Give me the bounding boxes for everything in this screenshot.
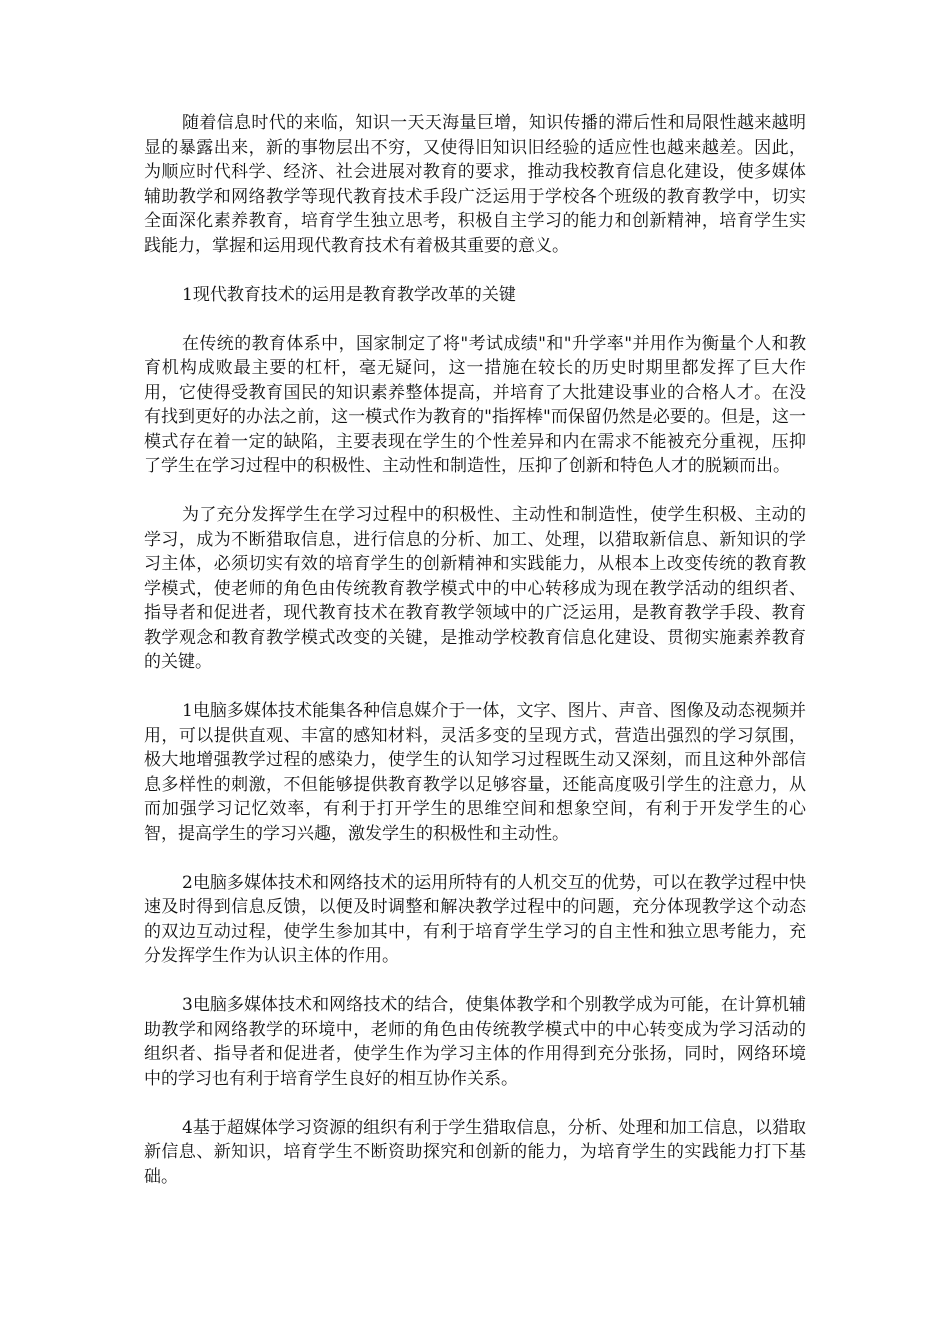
paragraph-intro: 随着信息时代的来临，知识一天天海量巨增，知识传播的滞后性和局限性越来越明显的暴露出来，新的事物层出不穷，又使得旧知识旧经验的适应性也越来越差。因此，为顺应时代科学、经济、社会进展对教育的要求，推动我校教育信息化建设，使多媒体辅助教学和网络教学等现代教育技术手段广泛运用于学校各个班级的教育教学中，切实全面深化素养教育，培育学生独立思考，积极自主学习的能力和创新精神，培育学生实践能力，掌握和运用现代教育技术有着极其重要的意义。	[144, 113, 806, 256]
paragraph-point-2: 2电脑多媒体技术和网络技术的运用所特有的人机交互的优势，可以在教学过程中快速及时得到信息反馈，以便及时调整和解决教学过程中的问题，充分体现教学这个动态的双边互动过程，使学生参加其中，有利于培育学生学习的自主性和独立思考能力，充分发挥学生作为认识主体的作用。	[144, 872, 806, 966]
paragraph-point-4: 4基于超媒体学习资源的组织有利于学生猎取信息，分析、处理和加工信息，以猎取新信息、新知识，培育学生不断资助探究和创新的能力，为培育学生的实践能力打下基础。	[144, 1117, 806, 1187]
paragraph-point-3: 3电脑多媒体技术和网络技术的结合，使集体教学和个别教学成为可能，在计算机辅助教学和网络教学的环境中，老师的角色由传统教学模式中的中心转变成为学习活动的组织者、指导者和促进者，使学生作为学习主体的作用得到充分张扬，同时，网络环境中的学习也有利于培育学生良好的相互协作关系。	[144, 995, 806, 1089]
section-heading: 1现代教育技术的运用是教育教学改革的关键	[182, 284, 516, 305]
paragraph-point-1: 1电脑多媒体技术能集各种信息媒介于一体，文字、图片、声音、图像及动态视频并用，可以提供直观、丰富的感知材料，灵活多变的呈现方式，营造出强烈的学习氛围，极大地增强教学过程的感染力，使学生的认知学习过程既生动又深刻，而且这种外部信息多样性的刺激，不但能够提供教育教学以足够容量，还能高度吸引学生的注意力，从而加强学习记忆效率，有利于打开学生的思维空间和想象空间，有利于开发学生的心智，提高学生的学习兴趣，激发学生的积极性和主动性。	[144, 701, 806, 844]
document-body	[144, 111, 806, 1214]
paragraph-student-initiative: 为了充分发挥学生在学习过程中的积极性、主动性和制造性，使学生积极、主动的学习，成为不断猎取信息，进行信息的分析、加工、处理，以猎取新信息、新知识的学习主体，必须切实有效的培育学生的创新精神和实践能力，从根本上改变传统的教育教学模式，使老师的角色由传统教育教学模式中的中心转移成为现在教学活动的组织者、指导者和促进者，现代教育技术在教育教学领域中的广泛运用，是教育教学手段、教育教学观念和教育教学模式改变的关键，是推动学校教育信息化建设、贯彻实施素养教育的关键。	[144, 505, 806, 672]
paragraph-traditional-system: 在传统的教育体系中，国家制定了将"考试成绩"和"升学率"并用作为衡量个人和教育机构成败最主要的杠杆，毫无疑问，这一措施在较长的历史时期里都发挥了巨大作用，它使得受教育国民的知识素养整体提高，并培育了大批建设事业的合格人才。在没有找到更好的办法之前，这一模式作为教育的"指挥棒"而保留仍然是必要的。但是，这一模式存在着一定的缺陷，主要表现在学生的个性差异和内在需求不能被充分重视，压抑了学生在学习过程中的积极性、主动性和制造性，压抑了创新和特色人才的脱颖而出。	[144, 333, 806, 476]
